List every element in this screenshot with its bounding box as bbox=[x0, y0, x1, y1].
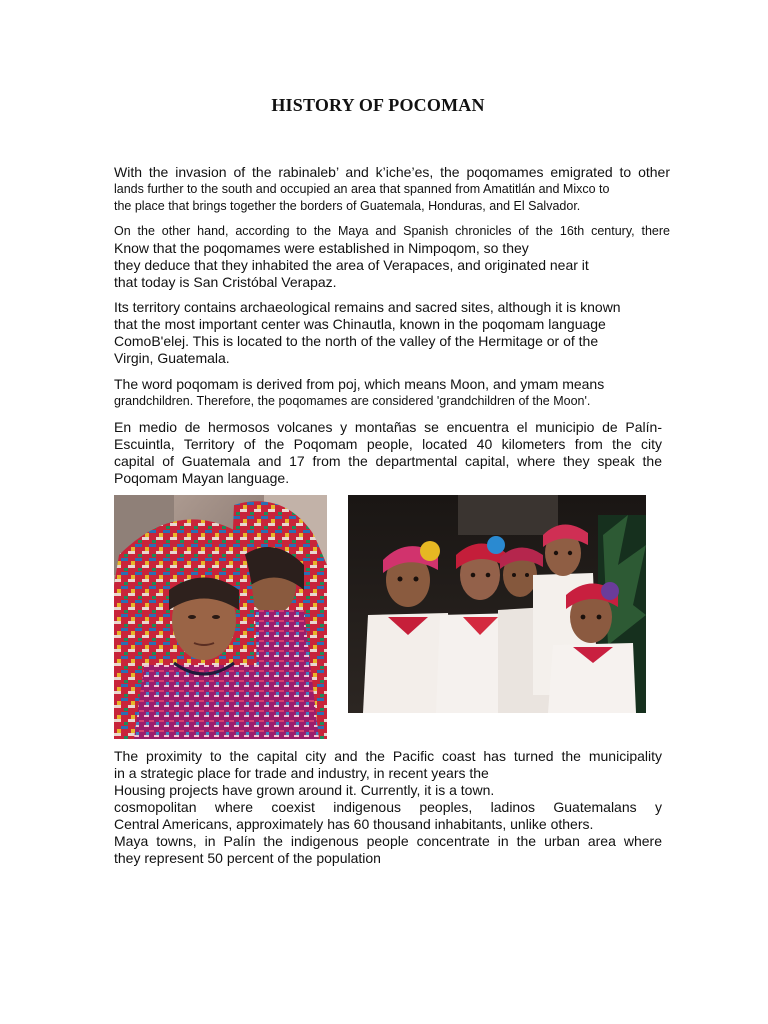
text-line: The word poqomam is derived from poj, which means Moon, and ymam means bbox=[114, 376, 605, 392]
text-line: ComoB'elej. This is located to the north of the valley of the Hermitage or of the bbox=[114, 333, 599, 349]
text-line: cosmopolitan where coexist indigenous peoples, ladinos Guatemalans y bbox=[114, 799, 662, 815]
paragraph-chronicles bbox=[114, 223, 670, 291]
paragraph-etymology bbox=[114, 376, 670, 410]
text-line: The proximity to the capital city and the Pacific coast has turned the municipality bbox=[114, 748, 662, 764]
text-line: Virgin, Guatemala. bbox=[114, 350, 230, 366]
text-line: Housing projects have grown around it. Currently, it is a town. bbox=[114, 782, 495, 798]
paragraph-invasion bbox=[114, 164, 670, 215]
paragraph-palin bbox=[114, 419, 662, 487]
document-title: HISTORY OF POCOMAN bbox=[271, 95, 485, 115]
text-line: Its territory contains archaeological remains and sacred sites, although it is known bbox=[114, 299, 621, 315]
text-line: En medio de hermosos volcanes y montañas se encuentra el municipio de Palín- bbox=[114, 419, 662, 435]
text-line: Central Americans, approximately has 60 thousand inhabitants, unlike others. bbox=[114, 816, 594, 832]
text-line: grandchildren. Therefore, the poqomames are considered 'grandchildren of the Moon'. bbox=[114, 394, 591, 408]
text-line: that today is San Cristóbal Verapaz. bbox=[114, 274, 337, 290]
text-line: With the invasion of the rabinaleb’ and k’iche’es, the poqomames emigrated to other bbox=[114, 164, 670, 180]
text-line: lands further to the south and occupied an area that spanned from Amatitlán and Mixco to bbox=[114, 182, 610, 196]
text-line: Poqomam Mayan language. bbox=[114, 470, 290, 486]
text-line: they deduce that they inhabited the area of Verapaces, and originated near it bbox=[114, 257, 589, 273]
photo-elderly-women bbox=[114, 495, 327, 739]
paragraph-proximity bbox=[114, 748, 662, 867]
photo-girls-traditional-dress bbox=[348, 495, 646, 713]
text-line: in a strategic place for trade and industry, in recent years the bbox=[114, 765, 489, 781]
text-line: Maya towns, in Palín the indigenous people concentrate in the urban area where bbox=[114, 833, 662, 849]
text-line: the place that brings together the borders of Guatemala, Honduras, and El Salvador. bbox=[114, 199, 581, 213]
text-line: they represent 50 percent of the population bbox=[114, 850, 381, 866]
text-line: that the most important center was Chinautla, known in the poqomam language bbox=[114, 316, 606, 332]
text-line: capital of Guatemala and 17 from the departmental capital, where they speak the bbox=[114, 453, 662, 469]
paragraph-territory bbox=[114, 299, 670, 367]
text-line: Know that the poqomames were established in Nimpoqom, so they bbox=[114, 240, 529, 256]
text-line: On the other hand, according to the Maya and Spanish chronicles of the 16th century, there bbox=[114, 224, 670, 238]
text-line: Escuintla, Territory of the Poqomam people, located 40 kilometers from the city bbox=[114, 436, 662, 452]
